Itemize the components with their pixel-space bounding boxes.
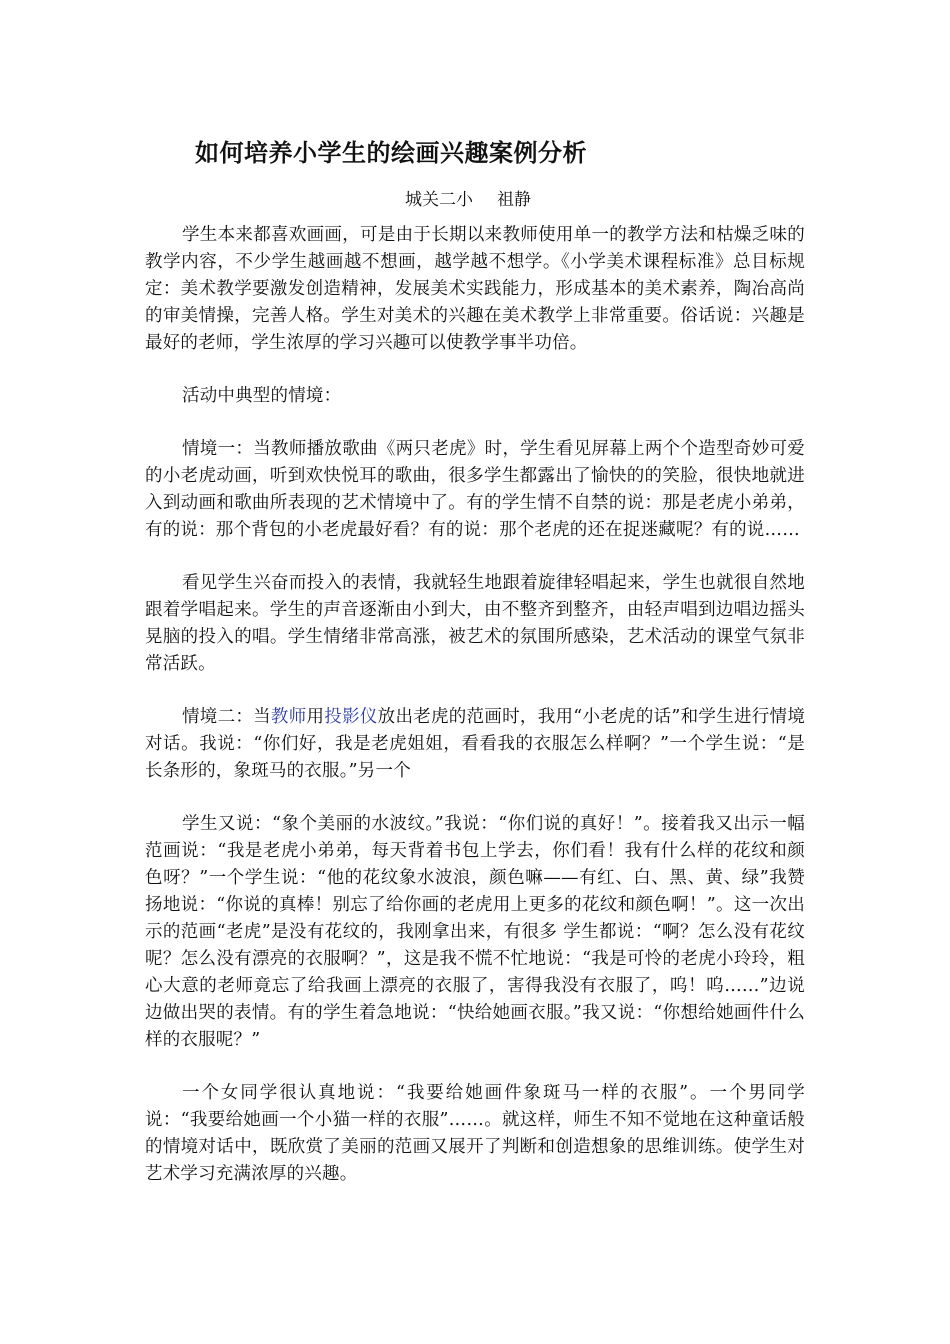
author-byline: [405, 188, 531, 212]
paragraph-situations-heading: 活动中典型的情境：: [182, 386, 342, 406]
paragraph-situation-one: 情境一：当教师播放歌曲《两只老虎》时，学生看见屏幕上两个个造型奇妙可爱的小老虎动画，听到欢快悦耳的歌曲，很多学生都露出了愉快的的笑脸，很快地就进入到动画和歌曲所表现的艺术情境中了。有的学生情不自禁的说：那是老虎小弟弟，有的说：那个背包的小老虎最好看？有的说：那个老虎的还在捉迷藏呢？有的说……: [145, 439, 805, 540]
author-name: 祖静: [497, 190, 531, 210]
situation-two-text-a: 情境二：当: [182, 707, 271, 727]
paragraph-intro: 学生本来都喜欢画画，可是由于长期以来教师使用单一的教学方法和枯燥乏味的教学内容，不少学生越画越不想画，越学越不想学。《小学美术课程标准》总目标规定：美术教学要激发创造精神，发展美术实践能力，形成基本的美术素养，陶冶高尚的审美情操，完善人格。学生对美术的兴趣在美术教学上非常重要。俗话说：兴趣是最好的老师，学生浓厚的学习兴趣可以使教学事半功倍。: [145, 225, 805, 353]
projector-link[interactable]: 投影仪: [324, 707, 378, 727]
paragraph-singing: 看见学生兴奋而投入的表情，我就轻生地跟着旋律轻唱起来，学生也就很自然地跟着学唱起来。学生的声音逐渐由小到大，由不整齐到整齐，由轻声唱到边唱边摇头晃脑的投入的唱。学生情绪非常高涨，被艺术的氛围所感染，艺术活动的课堂气氛非常活跃。: [145, 573, 805, 674]
teacher-link[interactable]: 教师: [270, 707, 307, 727]
article-body: [145, 222, 805, 1214]
school-name: 城关二小: [405, 190, 473, 210]
paragraph-dialogue: 学生又说：“象个美丽的水波纹。”我说：“你们说的真好！”。接着我又出示一幅范画说：“我是老虎小弟弟，每天背着书包上学去，你们看！我有什么样的花纹和颜色呀？”一个学生说：“他的花纹象水波浪，颜色嘛——有红、白、黑、黄、绿”我赞扬地说：“你说的真棒！别忘了给你画的老虎用上更多的花纹和颜色啊！”。这一次出示的范画“老虎”是没有花纹的，我刚拿出来，有很多 学生都说：“啊？怎么没有花纹呢？怎么没有漂亮的衣服啊？”，这是我不慌不忙地说：“我是可怜的老虎小玲玲，粗心大意的老师竟忘了给我画上漂亮的衣服了，害得我没有衣服了，呜！呜……”边说边做出哭的表情。有的学生着急地说：“快给她画衣服。”我又说：“你想给她画件什么样的衣服呢？”: [145, 814, 805, 1050]
page-title: 如何培养小学生的绘画兴趣案例分析: [195, 138, 587, 167]
paragraph-conclusion: 一个女同学很认真地说：“我要给她画件象斑马一样的衣服”。一个男同学说：“我要给她画一个小猫一样的衣服”……。就这样，师生不知不觉地在这种童话般的情境对话中，既欣赏了美丽的范画又展开了判断和创造想象的思维训练。使学生对艺术学习充满浓厚的兴趣。: [145, 1083, 805, 1184]
paragraph-situation-two: [145, 704, 805, 785]
situation-two-text-c: 放出老虎的范画时，我用“小老虎的话”和学生进行情境对话。我说：“你们好，我是老虎姐姐，看看我的衣服怎么样啊？”一个学生说：“是长条形的，象斑马的衣服。”另一个: [145, 707, 806, 781]
situation-two-text-b: 用: [306, 707, 325, 727]
